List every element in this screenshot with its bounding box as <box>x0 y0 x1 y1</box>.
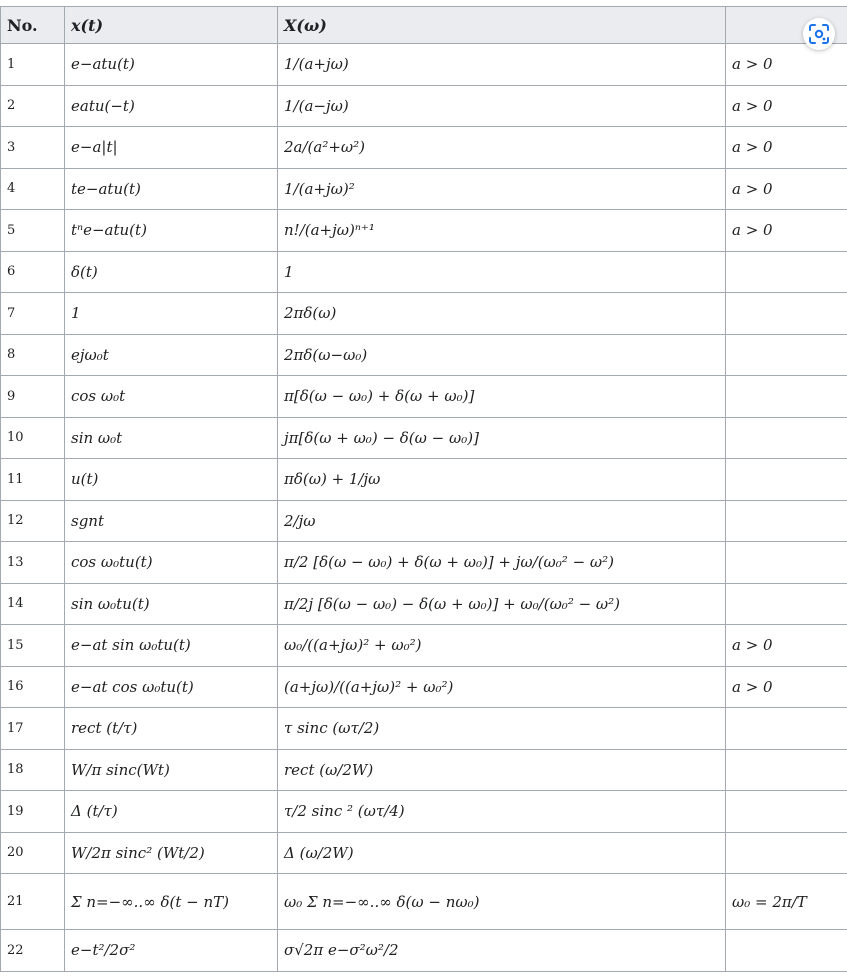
cell-condition: a > 0 <box>726 666 847 708</box>
cell-no: 6 <box>1 251 65 293</box>
cell-condition: a > 0 <box>726 44 847 86</box>
cell-condition <box>726 832 847 874</box>
lens-glyph-icon <box>808 23 830 45</box>
cell-condition: a > 0 <box>726 85 847 127</box>
cell-no: 19 <box>1 791 65 833</box>
cell-xw: πδ(ω) + 1/jω <box>278 459 726 501</box>
cell-xw: 2πδ(ω) <box>278 293 726 335</box>
cell-condition: a > 0 <box>726 625 847 667</box>
table-row <box>1 583 847 625</box>
cell-condition <box>726 749 847 791</box>
cell-xw: 1/(a+jω)² <box>278 168 726 210</box>
cell-condition <box>726 708 847 750</box>
cell-xt: e−at cos ω₀tu(t) <box>65 666 278 708</box>
cell-xw: n!/(a+jω)ⁿ⁺¹ <box>278 210 726 252</box>
cell-xw: Δ (ω/2W) <box>278 832 726 874</box>
table-row <box>1 127 847 169</box>
cell-xt: tⁿe−atu(t) <box>65 210 278 252</box>
cell-no: 17 <box>1 708 65 750</box>
cell-xt: e−atu(t) <box>65 44 278 86</box>
table-row <box>1 251 847 293</box>
table-row <box>1 542 847 584</box>
cell-xt: eatu(−t) <box>65 85 278 127</box>
cell-no: 16 <box>1 666 65 708</box>
table-row <box>1 666 847 708</box>
cell-no: 3 <box>1 127 65 169</box>
table-row <box>1 930 847 972</box>
table-row <box>1 44 847 86</box>
cell-xw: σ√2π e−σ²ω²/2 <box>278 930 726 972</box>
cell-xw: ω₀ Σ n=−∞..∞ δ(ω − nω₀) <box>278 874 726 930</box>
cell-condition <box>726 376 847 418</box>
table-row <box>1 832 847 874</box>
cell-no: 5 <box>1 210 65 252</box>
table-row <box>1 334 847 376</box>
cell-xw: jπ[δ(ω + ω₀) − δ(ω − ω₀)] <box>278 417 726 459</box>
cell-no: 7 <box>1 293 65 335</box>
cell-xw: 2πδ(ω−ω₀) <box>278 334 726 376</box>
cell-xt: Δ (t/τ) <box>65 791 278 833</box>
cell-condition <box>726 251 847 293</box>
table-row <box>1 417 847 459</box>
cell-condition <box>726 459 847 501</box>
cell-xt: te−atu(t) <box>65 168 278 210</box>
cell-xt: u(t) <box>65 459 278 501</box>
cell-xt: e−at sin ω₀tu(t) <box>65 625 278 667</box>
cell-xw: 1/(a−jω) <box>278 85 726 127</box>
cell-xt: δ(t) <box>65 251 278 293</box>
cell-xw: ω₀/((a+jω)² + ω₀²) <box>278 625 726 667</box>
cell-condition <box>726 930 847 972</box>
cell-xt: cos ω₀t <box>65 376 278 418</box>
cell-xt: cos ω₀tu(t) <box>65 542 278 584</box>
cell-xw: rect (ω/2W) <box>278 749 726 791</box>
cell-condition <box>726 583 847 625</box>
cell-xt: ejω₀t <box>65 334 278 376</box>
cell-xw: τ sinc (ωτ/2) <box>278 708 726 750</box>
header-xt: x(t) <box>65 7 278 44</box>
cell-xw: 1 <box>278 251 726 293</box>
cell-xw: 1/(a+jω) <box>278 44 726 86</box>
fourier-transform-table <box>0 6 847 972</box>
cell-condition <box>726 293 847 335</box>
table-row <box>1 168 847 210</box>
cell-xw: (a+jω)/((a+jω)² + ω₀²) <box>278 666 726 708</box>
cell-no: 14 <box>1 583 65 625</box>
cell-condition <box>726 500 847 542</box>
cell-no: 4 <box>1 168 65 210</box>
cell-no: 18 <box>1 749 65 791</box>
cell-condition: a > 0 <box>726 127 847 169</box>
table-row <box>1 625 847 667</box>
cell-xt: e−a|t| <box>65 127 278 169</box>
cell-condition: a > 0 <box>726 210 847 252</box>
cell-xw: 2a/(a²+ω²) <box>278 127 726 169</box>
header-xw: X(ω) <box>278 7 726 44</box>
cell-condition: ω₀ = 2π/T <box>726 874 847 930</box>
cell-condition: a > 0 <box>726 168 847 210</box>
cell-xt: W/2π sinc² (Wt/2) <box>65 832 278 874</box>
cell-xw: τ/2 sinc ² (ωτ/4) <box>278 791 726 833</box>
table-row <box>1 376 847 418</box>
visual-search-icon[interactable] <box>803 18 835 50</box>
cell-no: 2 <box>1 85 65 127</box>
cell-no: 22 <box>1 930 65 972</box>
cell-no: 8 <box>1 334 65 376</box>
cell-xt: Σ n=−∞..∞ δ(t − nT) <box>65 874 278 930</box>
table-row <box>1 85 847 127</box>
table-row <box>1 293 847 335</box>
cell-xw: π[δ(ω − ω₀) + δ(ω + ω₀)] <box>278 376 726 418</box>
cell-xw: π/2 [δ(ω − ω₀) + δ(ω + ω₀)] + jω/(ω₀² − ω²) <box>278 542 726 584</box>
header-row <box>1 7 847 44</box>
cell-xt: sin ω₀t <box>65 417 278 459</box>
cell-condition <box>726 334 847 376</box>
header-no: No. <box>1 7 65 44</box>
cell-xw: π/2j [δ(ω − ω₀) − δ(ω + ω₀)] + ω₀/(ω₀² − ω²) <box>278 583 726 625</box>
cell-no: 10 <box>1 417 65 459</box>
table-row <box>1 459 847 501</box>
cell-xt: sgnt <box>65 500 278 542</box>
cell-no: 20 <box>1 832 65 874</box>
cell-xt: rect (t/τ) <box>65 708 278 750</box>
cell-no: 11 <box>1 459 65 501</box>
table-row <box>1 708 847 750</box>
cell-xt: e−t²/2σ² <box>65 930 278 972</box>
cell-xw: 2/jω <box>278 500 726 542</box>
cell-no: 12 <box>1 500 65 542</box>
table-row <box>1 791 847 833</box>
cell-xt: sin ω₀tu(t) <box>65 583 278 625</box>
table-row <box>1 500 847 542</box>
table-row <box>1 749 847 791</box>
cell-no: 9 <box>1 376 65 418</box>
cell-condition <box>726 791 847 833</box>
cell-xt: W/π sinc(Wt) <box>65 749 278 791</box>
cell-condition <box>726 542 847 584</box>
cell-no: 21 <box>1 874 65 930</box>
cell-no: 1 <box>1 44 65 86</box>
cell-no: 15 <box>1 625 65 667</box>
table-row <box>1 210 847 252</box>
cell-xt: 1 <box>65 293 278 335</box>
table-row <box>1 874 847 930</box>
cell-condition <box>726 417 847 459</box>
cell-no: 13 <box>1 542 65 584</box>
